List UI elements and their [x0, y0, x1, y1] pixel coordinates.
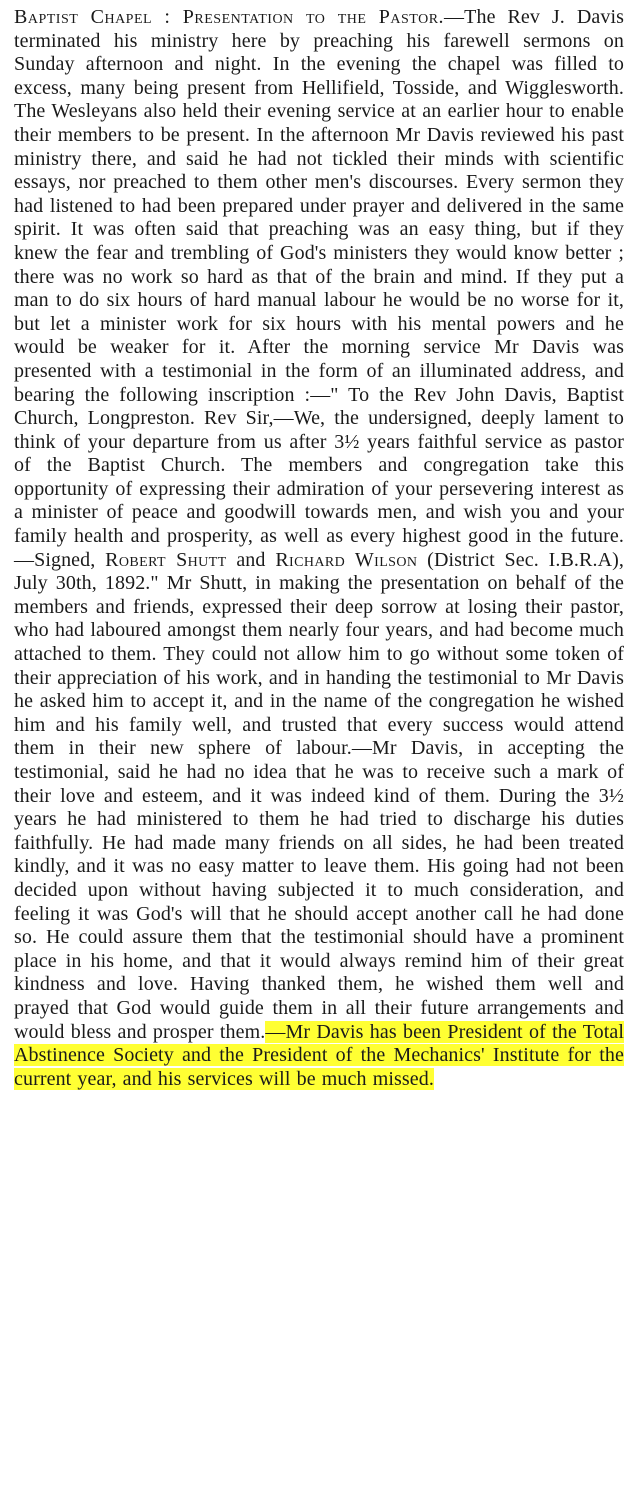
signatory-name-1: Robert Shutt	[105, 548, 227, 571]
article-headline: Baptist Chapel : Presentation to the Pastor.	[14, 6, 445, 28]
article-paragraph	[14, 6, 624, 1091]
article-body-part-2: (District Sec. I.B.R.A), July 30th, 1892." Mr Shutt, in making the presentation on behalf of the members and friends, expressed their deep sorrow at losing their pastor, who had laboured amongst them nearly four years, and had become much attached to them. They could not allow him to go without some token of their appreciation of his work, and in handing the testimonial to Mr Davis he asked him to accept it, and in the name of the congregation he wished him and his family well, and trusted that every success would attend them in their new sphere of labour.—Mr Davis, in accepting the testimonial, said he had no idea that he was to receive such a mark of their love and esteem, and it was indeed kind of them. During the 3½ years he had ministered to them he had tried to discharge his duties faithfully. He had made many friends on all sides, he had been treated kindly, and it was no easy matter to leave them. His going had not been decided upon without having subjected it to much consideration, and feeling it was God's will that he should accept another call he had done so. He could assure them that the testimonial should have a prominent place in his home, and that it would always remind him of their great kindness and love. Having thanked them, he wished them well and prayed that God would guide them in all their future arrangements and would bless and prosper them.	[14, 548, 624, 1043]
newspaper-clipping	[14, 6, 624, 1091]
article-body-conjunction: and	[226, 548, 276, 571]
highlighted-passage: —Mr Davis has been President of the Total Abstinence Society and the President of the Mechanics' Institute for the current year, and his services will be much missed.	[14, 1020, 625, 1090]
article-body-part-1: —The Rev J. Davis terminated his ministry here by preaching his farewell sermons on Sunday afternoon and night. In the evening the chapel was filled to excess, many being present from Hellifield, Tosside, and Wigglesworth. The Wesleyans also held their evening service at an earlier hour to enable their members to be present. In the afternoon Mr Davis reviewed his past ministry there, and said he had not tickled their minds with scientific essays, nor preached to them other men's discourses. Every sermon they had listened to had been prepared under prayer and delivered in the same spirit. It was often said that preaching was an easy thing, but if they knew the fear and trembling of God's ministers they would know better ; there was no work so hard as that of the brain and mind. If they put a man to do six hours of hard manual labour he would be no worse for it, but let a minister work for six hours with his mental powers and he would be weaker for it. After the morning service Mr Davis was presented with a testimonial in the form of an illuminated address, and bearing the following inscription :—" To the Rev John Davis, Baptist Church, Longpreston. Rev Sir,—We, the undersigned, deeply lament to think of your departure from us after 3½ years faithful service as pastor of the Baptist Church. The members and congregation take this opportunity of expressing their admiration of your persevering interest as a minister of peace and goodwill towards men, and wish you and your family health and prosperity, as well as every highest good in the future.—Signed,	[14, 6, 624, 571]
signatory-name-2: Richard Wilson	[275, 548, 418, 571]
